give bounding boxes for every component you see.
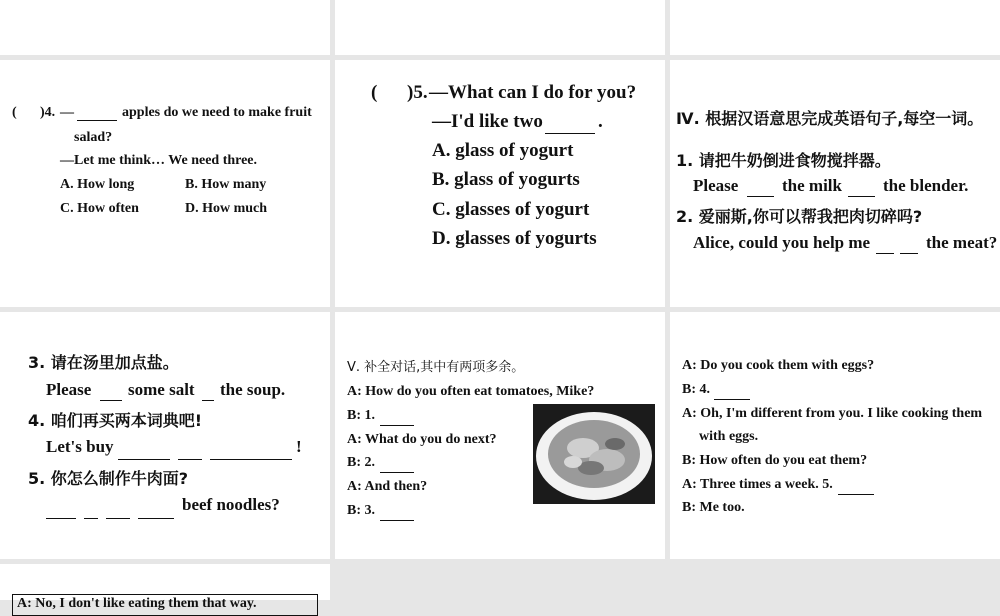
q5-option-b: B. glass of yogurts bbox=[432, 169, 580, 190]
dialog-line-9b: with eggs. bbox=[699, 429, 759, 444]
q5-blank bbox=[545, 114, 595, 134]
s5-blank-1 bbox=[46, 501, 76, 519]
q5-number: )5. bbox=[407, 82, 428, 103]
question-4-panel bbox=[0, 60, 330, 307]
q4-blank bbox=[77, 106, 117, 121]
q4-stem-line2: salad? bbox=[74, 130, 113, 145]
tomato-egg-dish-photo bbox=[533, 404, 655, 504]
q5-reply-end: . bbox=[598, 111, 603, 132]
s4-english-a: Let's buy bbox=[46, 437, 114, 456]
q5-option-d: D. glasses of yogurts bbox=[432, 228, 597, 249]
dialog-line-10: B: How often do you eat them? bbox=[682, 453, 868, 468]
s1-blank-1 bbox=[747, 179, 774, 197]
q5-option-c: C. glasses of yogurt bbox=[432, 199, 590, 220]
s2-blank-1 bbox=[876, 236, 894, 254]
dialog-line-12: B: Me too. bbox=[682, 500, 745, 515]
dialog-blank-4 bbox=[714, 385, 750, 400]
dialog-line-3: A: What do you do next? bbox=[347, 432, 497, 447]
q4-reply: —Let me think… We need three. bbox=[60, 153, 258, 168]
option-a-text: A: No, I don't like eating them that way. bbox=[17, 596, 257, 611]
section-5-continued-panel bbox=[670, 312, 1000, 559]
q5-option-a: A. glass of yogurt bbox=[432, 140, 574, 161]
section-4-panel bbox=[670, 60, 1000, 307]
dialog-line-5: A: And then? bbox=[347, 479, 428, 494]
bottom-panel-left bbox=[0, 564, 330, 611]
dialog-line-9: A: Oh, I'm different from you. I like cooking them bbox=[682, 406, 983, 421]
dialog-line-6: B: 3. bbox=[347, 503, 375, 518]
s3-english-b: some salt bbox=[128, 380, 195, 399]
dialog-line-1: A: How do you often eat tomatoes, Mike? bbox=[347, 384, 595, 399]
s3-chinese: 3. 请在汤里加点盐。 bbox=[28, 353, 179, 372]
s5-blank-3 bbox=[106, 501, 130, 519]
s1-english-c: the blender. bbox=[883, 176, 969, 195]
dialog-line-4: B: 2. bbox=[347, 455, 375, 470]
s5-blank-2 bbox=[84, 501, 98, 519]
s3-english-a: Please bbox=[46, 380, 92, 399]
s2-chinese: 2. 爱丽斯,你可以帮我把肉切碎吗? bbox=[676, 207, 923, 226]
s2-english-b: the meat? bbox=[926, 233, 998, 252]
section-5-panel bbox=[335, 312, 665, 559]
s3-blank-1 bbox=[100, 383, 122, 401]
s5-blank-4 bbox=[138, 501, 174, 519]
s4-blank-2 bbox=[178, 442, 202, 460]
dialog-blank-5 bbox=[838, 480, 874, 495]
dialog-blank-1 bbox=[380, 411, 414, 426]
s5-english-b: beef noodles? bbox=[182, 495, 280, 514]
s1-chinese: 1. 请把牛奶倒进食物搅拌器。 bbox=[676, 151, 891, 170]
q5-paren-open: ( bbox=[371, 82, 378, 103]
question-5-panel bbox=[335, 60, 665, 307]
s2-blank-2 bbox=[900, 236, 918, 254]
section-4-heading: Ⅳ. 根据汉语意思完成英语句子,每空一词。 bbox=[676, 109, 984, 128]
q4-option-d: D. How much bbox=[185, 201, 268, 216]
q4-stem: apples do we need to make fruit bbox=[122, 105, 312, 120]
section-4-continued-panel bbox=[0, 312, 330, 559]
dialog-blank-3 bbox=[380, 506, 414, 521]
food-bowl-image bbox=[533, 404, 655, 504]
s4-blank-1 bbox=[118, 442, 170, 460]
q4-number: )4. bbox=[40, 105, 56, 120]
top-panel-right bbox=[670, 0, 1000, 55]
section-5-heading: Ⅴ. 补全对话,其中有两项多余。 bbox=[347, 360, 525, 375]
q4-dash: — bbox=[60, 105, 74, 120]
s3-english-c: the soup. bbox=[220, 380, 286, 399]
s5-chinese: 5. 你怎么制作牛肉面? bbox=[28, 469, 189, 488]
s1-english-b: the milk bbox=[782, 176, 842, 195]
dialog-line-2: B: 1. bbox=[347, 408, 375, 423]
q4-option-c: C. How often bbox=[60, 201, 139, 216]
s4-english-b: ! bbox=[296, 437, 302, 456]
s4-blank-3 bbox=[210, 442, 292, 460]
dialog-line-11: A: Three times a week. 5. bbox=[682, 477, 833, 492]
q5-reply: —I'd like two bbox=[432, 111, 543, 132]
s1-english-a: Please bbox=[693, 176, 739, 195]
s2-english-a: Alice, could you help me bbox=[693, 233, 871, 252]
q5-stem: —What can I do for you? bbox=[429, 82, 637, 103]
dialog-line-7: A: Do you cook them with eggs? bbox=[682, 358, 875, 373]
q4-option-b: B. How many bbox=[185, 177, 267, 192]
q4-option-a: A. How long bbox=[60, 177, 135, 192]
s4-chinese: 4. 咱们再买两本词典吧! bbox=[28, 411, 203, 430]
top-panel-middle bbox=[335, 0, 665, 55]
s3-blank-2 bbox=[202, 383, 214, 401]
dialog-line-8: B: 4. bbox=[682, 382, 710, 397]
top-panel-left bbox=[0, 0, 330, 55]
dialog-blank-2 bbox=[380, 458, 414, 473]
options-box bbox=[12, 594, 318, 616]
s1-blank-2 bbox=[848, 179, 875, 197]
q4-paren-open: ( bbox=[12, 105, 17, 120]
